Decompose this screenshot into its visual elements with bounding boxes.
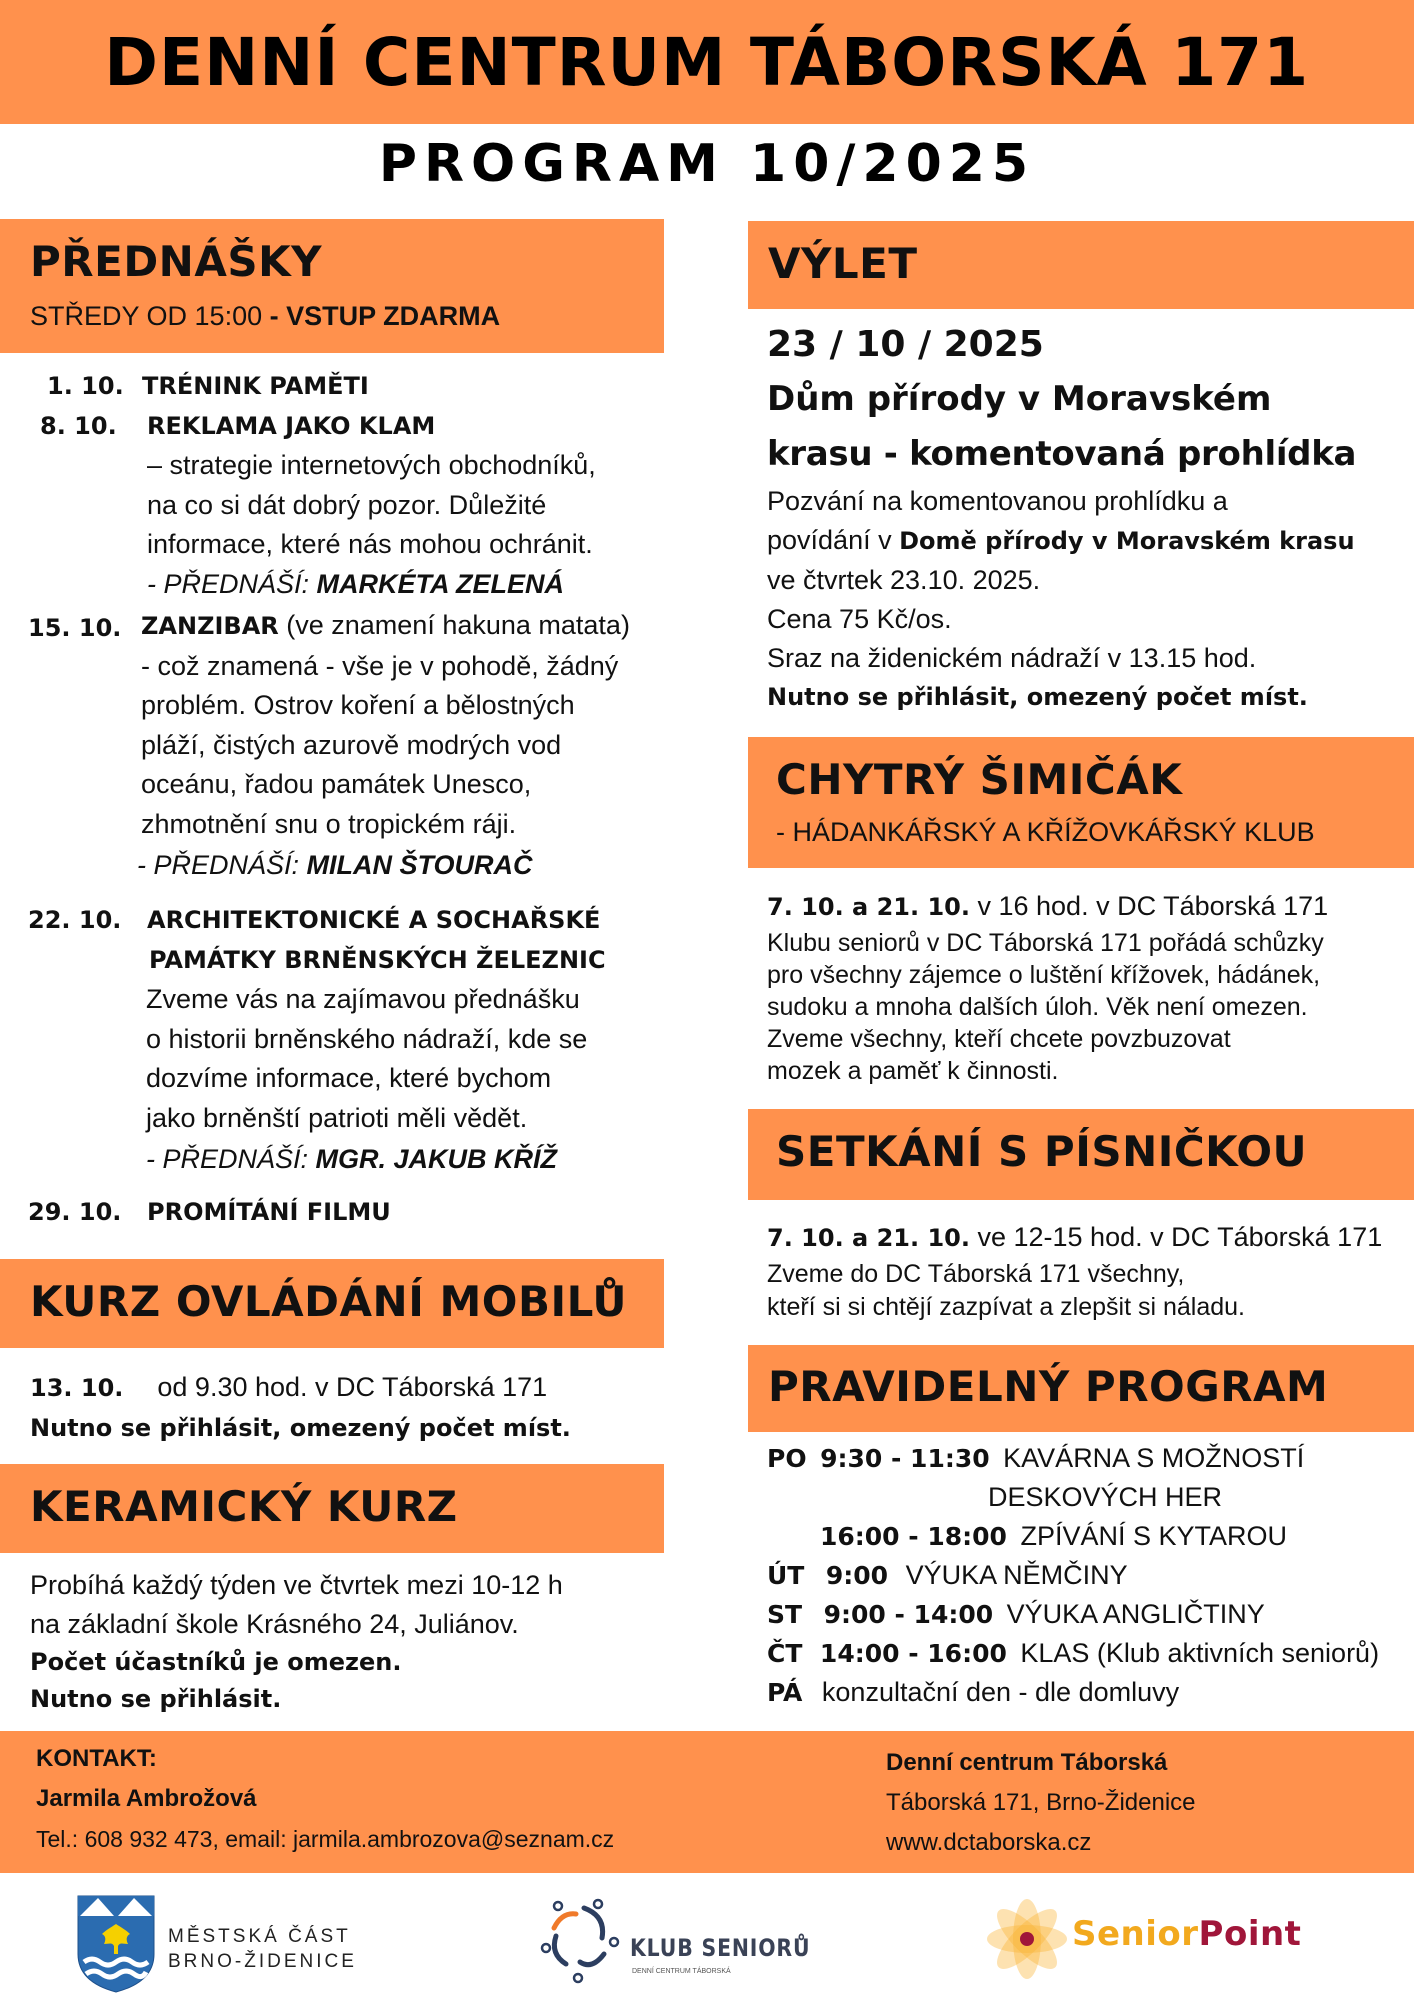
regular-row <box>767 1443 1304 1474</box>
mobile-course-date: 13. 10. <box>30 1374 124 1402</box>
puzzle-club-subtitle: - HÁDANKÁŘSKÝ A KŘÍŽOVKÁŘSKÝ KLUB <box>776 817 1315 847</box>
contact-bar <box>0 1731 1414 1873</box>
org-website-link[interactable]: www.dctaborska.cz <box>886 1829 1092 1856</box>
lecture-title: TRÉNINK PAMĚTI <box>142 372 369 400</box>
regular-row <box>767 1638 1379 1669</box>
ceramics-note: Nutno se přihlásit. <box>30 1685 282 1713</box>
regular-day: PO <box>767 1444 807 1473</box>
song-date-line <box>767 1217 1382 1258</box>
regular-day: ÚT <box>767 1561 805 1590</box>
lecture-date: 8. 10. <box>40 412 117 440</box>
lecture-title: ZANZIBAR <box>141 612 279 640</box>
seniorpoint-wordmark <box>1072 1914 1301 1954</box>
ceramics-info <box>30 1566 563 1718</box>
regular-row <box>820 1521 1287 1552</box>
trip-headline: krasu - komentovaná prohlídka <box>767 434 1357 474</box>
desc-line: kteří si si chtějí zazpívat a zlepšit si náladu. <box>767 1293 1245 1321</box>
seniorpoint-senior: Senior <box>1072 1914 1199 1954</box>
club-people-circle-icon <box>540 1898 620 1984</box>
regular-row <box>767 1677 1179 1708</box>
org-address: Táborská 171, Brno-Židenice <box>886 1789 1196 1816</box>
seniorpoint-logo <box>982 1890 1322 1990</box>
speaker-name: MGR. JAKUB KŘÍŽ <box>315 1144 558 1174</box>
trip-note: Nutno se přihlásit, omezený počet míst. <box>767 683 1308 711</box>
lectures-header <box>0 219 664 353</box>
regular-time: 14:00 - 16:00 <box>819 1639 1007 1668</box>
desc-line: mozek a paměť k činnosti. <box>767 1057 1059 1085</box>
song-dates: 7. 10. a 21. 10. <box>767 1224 970 1252</box>
partner-logos <box>0 1880 1414 2000</box>
regular-activity: konzultační den - dle domluvy <box>821 1677 1180 1707</box>
district-logo <box>76 1894 376 1994</box>
lecture-description <box>147 446 596 604</box>
contact-label: KONTAKT: <box>36 1745 157 1772</box>
page-title: DENNÍ CENTRUM TÁBORSKÁ 171 <box>104 23 1310 101</box>
trip-header <box>748 221 1414 309</box>
trip-line-text: povídání v <box>767 525 900 555</box>
district-name-line1: MĚSTSKÁ ČÁST <box>168 1926 351 1947</box>
lecture-description <box>137 606 630 886</box>
lecture-title: ARCHITEKTONICKÉ A SOCHAŘSKÉ <box>147 906 601 934</box>
ceramics-note: Počet účastníků je omezen. <box>30 1648 402 1676</box>
program-subtitle: PROGRAM 10/2025 <box>378 134 1036 194</box>
trip-title: VÝLET <box>768 239 918 288</box>
desc-line: informace, které nás mohou ochránit. <box>147 529 593 559</box>
desc-line: – strategie internetových obchodníků, <box>147 450 596 480</box>
lecture-item <box>0 412 700 602</box>
regular-row <box>767 1560 1128 1591</box>
district-name-line2: BRNO-ŽIDENICE <box>168 1951 357 1972</box>
lecture-title-suffix: (ve znamení hakuna matata) <box>278 610 630 640</box>
trip-meeting-point: Sraz na židenickém nádraží v 13.15 hod. <box>767 643 1257 673</box>
seniorpoint-point: Point <box>1198 1914 1302 1954</box>
puzzle-club-header <box>748 737 1414 868</box>
ceramics-line: Probíhá každý týden ve čtvrtek mezi 10-12 h <box>30 1570 563 1600</box>
lecture-title-line <box>141 606 630 647</box>
lecture-item <box>0 612 700 892</box>
contact-name: Jarmila Ambrožová <box>36 1785 257 1812</box>
puzzle-club-info <box>767 886 1328 1087</box>
lecture-speaker <box>146 1140 587 1180</box>
regular-time: 16:00 - 18:00 <box>820 1522 1007 1551</box>
speaker-name: MARKÉTA ZELENÁ <box>316 568 565 599</box>
speaker-name: MILAN ŠTOURAČ <box>306 850 533 880</box>
puzzle-club-time: v 16 hod. v DC Táborská 171 <box>969 891 1329 921</box>
regular-activity: KLAS (Klub aktivních seniorů) <box>1020 1638 1380 1668</box>
regular-time: 9:30 - 11:30 <box>820 1444 990 1473</box>
lecture-speaker <box>137 846 630 886</box>
song-info <box>767 1217 1382 1324</box>
trip-price: Cena 75 Kč/os. <box>767 604 952 634</box>
regular-day: PÁ <box>767 1678 803 1707</box>
lecture-speaker <box>147 565 596 605</box>
trip-line: ve čtvrtek 23.10. 2025. <box>767 565 1041 595</box>
regular-activity: VÝUKA NĚMČINY <box>905 1560 1128 1590</box>
regular-day: ČT <box>767 1639 803 1668</box>
regular-header <box>748 1345 1414 1432</box>
mobile-course-note: Nutno se přihlásit, omezený počet míst. <box>30 1414 571 1442</box>
regular-activity: ZPÍVÁNÍ S KYTAROU <box>1020 1521 1288 1551</box>
puzzle-club-date-line <box>767 886 1328 927</box>
desc-line: pláží, čistých azurově modrých vod <box>141 729 562 760</box>
desc-line: Zveme do DC Táborská 171 všechny, <box>767 1260 1185 1288</box>
lecture-item <box>0 372 700 408</box>
trip-line: Pozvání na komentovanou prohlídku a <box>767 486 1228 516</box>
regular-activity: VÝUKA ANGLIČTINY <box>1006 1599 1265 1629</box>
trip-line <box>767 521 1412 561</box>
trip-headline: Dům přírody v Moravském <box>767 379 1272 419</box>
club-name: KLUB SENIORŮ <box>630 1934 811 1962</box>
desc-line: pro všechny zájemce o luštění křížovek, hádánek, <box>767 961 1321 989</box>
regular-title: PRAVIDELNÝ PROGRAM <box>768 1362 1329 1411</box>
desc-line: sudoku a mnoha dalších úloh. Věk není omezen. <box>767 993 1308 1021</box>
senior-club-logo <box>540 1896 811 1992</box>
coat-of-arms-icon <box>76 1894 156 1994</box>
trip-info <box>767 318 1412 717</box>
mobile-course-info <box>30 1367 571 1448</box>
mobile-course-title: KURZ OVLÁDÁNÍ MOBILŮ <box>30 1277 627 1326</box>
puzzle-club-dates: 7. 10. a 21. 10. <box>767 893 970 921</box>
lectures-schedule-time: STŘEDY OD 15:00 <box>30 301 270 331</box>
desc-line: zhmotnění snu o tropickém ráji. <box>141 808 517 839</box>
speaker-prefix: - PŘEDNÁŠÍ: <box>146 1144 316 1174</box>
ceramics-line: na základní škole Krásného 24, Juliánov. <box>30 1609 519 1639</box>
club-subtitle: DENNÍ CENTRUM TÁBORSKÁ <box>632 1968 731 1975</box>
desc-line: Klubu seniorů v DC Táborská 171 pořádá schůzky <box>767 929 1324 957</box>
lecture-title: PROMÍTÁNÍ FILMU <box>147 1198 391 1226</box>
lecture-description <box>146 980 587 1180</box>
song-title: SETKÁNÍ S PÍSNIČKOU <box>776 1127 1308 1176</box>
song-description <box>767 1258 1382 1324</box>
song-time: ve 12-15 hod. v DC Táborská 171 <box>969 1222 1383 1252</box>
header-banner <box>0 0 1414 124</box>
lectures-free-entry: - VSTUP ZDARMA <box>269 301 501 331</box>
desc-line: jako brněnští patrioti měli vědět. <box>146 1102 528 1133</box>
lectures-title: PŘEDNÁŠKY <box>30 237 323 286</box>
mobile-course-date-line <box>30 1367 571 1408</box>
lecture-title: REKLAMA JAKO KLAM <box>147 412 436 440</box>
lecture-date: 15. 10. <box>28 614 122 642</box>
lecture-item <box>0 1198 700 1234</box>
desc-line: o historii brněnského nádraží, kde se <box>146 1023 588 1054</box>
ceramics-header <box>0 1464 664 1553</box>
ceramics-title: KERAMICKÝ KURZ <box>30 1482 458 1531</box>
mobile-course-header <box>0 1259 664 1348</box>
regular-row <box>988 1482 1222 1513</box>
regular-row <box>767 1599 1265 1630</box>
contact-phone-email[interactable]: Tel.: 608 932 473, email: jarmila.ambrozova@seznam.cz <box>36 1826 615 1852</box>
lecture-title-line2: PAMÁTKY BRNĚNSKÝCH ŽELEZNIC <box>149 946 606 974</box>
lecture-item <box>0 906 700 1186</box>
regular-time: 9:00 - 14:00 <box>823 1600 994 1629</box>
lectures-schedule <box>30 301 500 332</box>
lecture-date: 1. 10. <box>47 372 124 400</box>
trip-description <box>767 482 1412 717</box>
regular-day: ST <box>767 1600 803 1629</box>
flower-icon <box>982 1894 1072 1984</box>
mobile-course-detail: od 9.30 hod. v DC Táborská 171 <box>157 1372 548 1402</box>
lecture-date: 22. 10. <box>28 906 122 934</box>
regular-time: 9:00 <box>825 1561 889 1590</box>
desc-line: na co si dát dobrý pozor. Důležité <box>147 489 547 520</box>
lecture-date: 29. 10. <box>28 1198 122 1226</box>
puzzle-club-description <box>767 927 1328 1087</box>
desc-line: problém. Ostrov koření a bělostných <box>141 690 575 720</box>
regular-activity: DESKOVÝCH HER <box>988 1482 1223 1512</box>
org-name: Denní centrum Táborská <box>886 1749 1168 1776</box>
trip-venue: Domě přírody v Moravském krasu <box>899 527 1355 555</box>
trip-date: 23 / 10 / 2025 <box>767 324 1044 365</box>
desc-line: - což znamená - vše je v pohodě, žádný <box>141 650 619 681</box>
song-header <box>748 1109 1414 1200</box>
puzzle-club-title: CHYTRÝ ŠIMIČÁK <box>776 755 1183 804</box>
speaker-prefix: - PŘEDNÁŠÍ: <box>147 568 317 599</box>
desc-line: oceánu, řadou památek Unesco, <box>141 769 532 799</box>
desc-line: dozvíme informace, které bychom <box>146 1063 552 1093</box>
speaker-prefix: - PŘEDNÁŠÍ: <box>137 850 307 880</box>
regular-activity: KAVÁRNA S MOŽNOSTÍ <box>1003 1443 1305 1473</box>
desc-line: Zveme vás na zajímavou přednášku <box>146 984 580 1014</box>
desc-line: Zveme všechny, kteří chcete povzbuzovat <box>767 1025 1231 1053</box>
